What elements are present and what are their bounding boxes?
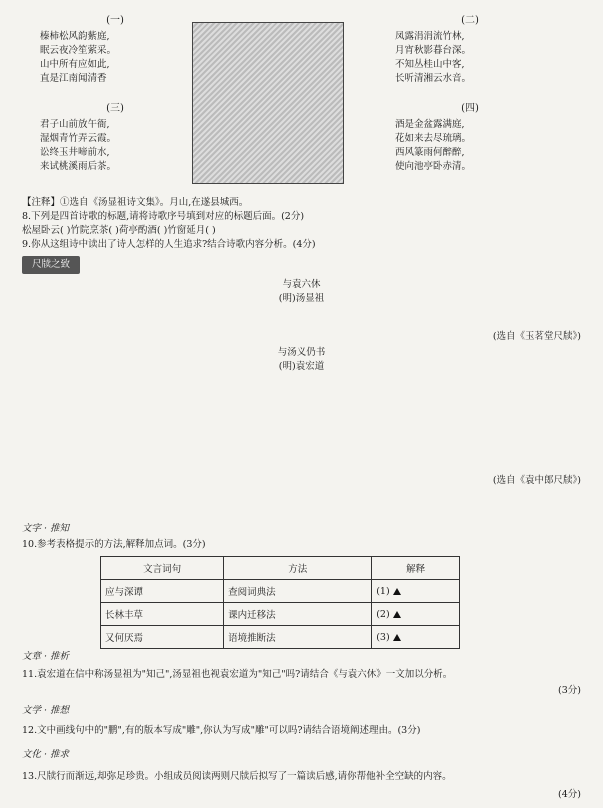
table-header-row [101,557,460,580]
landscape-illustration [192,22,344,184]
table-row [101,626,460,649]
triangle-icon [393,634,401,641]
table-header: 方法 [224,557,372,580]
question-11-points: (3分) [558,685,581,696]
subheading-3: 文学 · 推想 [22,705,70,716]
answer-table [100,556,460,649]
subheading-4: 文化 · 推求 [22,749,70,760]
subheading-1: 文字 · 推知 [22,523,70,534]
poem-line: 长听清湘云水音。 [395,73,472,84]
question-11: 11.袁宏道在信中称汤显祖为"知己",汤显祖也视袁宏道为"知己"吗?请结合《与袁六休》一文加以分析。 [22,669,453,680]
question-13-points: (4分) [558,789,581,800]
table-row [101,603,460,626]
triangle-icon [393,611,401,618]
poem-title: (二) [461,15,479,26]
poem-line: 眠云夜冷笙萦采。 [40,45,117,56]
poem-line: 君子山前放午衙, [40,119,110,130]
table-cell: 又何厌焉 [101,626,224,649]
poem-line: 山中所有应如此, [40,59,110,70]
triangle-icon [393,588,401,595]
table-header: 解释 [372,557,460,580]
table-row [101,580,460,603]
poem-line: 讼终玉井啼前水, [40,147,110,158]
poem-line: 月宵秋影暮台深。 [395,45,472,56]
poem-title: (一) [106,15,124,26]
poem-1 [40,14,190,86]
letter-2-title: 与汤义仍书 [277,347,326,358]
table-cell: 语境推断法 [224,626,372,649]
answer-label: (1) [376,585,390,597]
poem-title: (三) [106,103,124,114]
poem-line: 来试桃溪雨后茶。 [40,161,117,172]
question-12: 12.文中画线句中的"鹏",有的版本写成"雕",你认为写成"雕"可以吗?请结合语境阐述理由。(3分) [22,725,421,736]
question-8: 8.下列是四首诗歌的标题,请将诗歌序号填到对应的标题后面。(2分) [22,211,305,222]
letter-1-title: 与袁六休 [282,279,321,290]
poem-line: 酒是金盆露满庭, [395,119,465,130]
poem-4 [395,102,545,174]
question-8-options: 松屋卧云( )竹院烹茶( )荷亭酌酒( )竹窗延月( ) [22,225,216,236]
table-cell[interactable] [372,603,460,626]
poem-line: 使向池亭卧赤清。 [395,161,472,172]
answer-label: (3) [376,631,390,643]
poem-3 [40,102,190,174]
table-cell[interactable] [372,626,460,649]
section-header [22,256,581,274]
table-cell: 课内迁移法 [224,603,372,626]
table-cell: 应与深谭 [101,580,224,603]
answer-label: (2) [376,608,390,620]
note-1: 【注释】①选自《汤显祖诗文集》。月山,在遂县城西。 [22,197,249,208]
poem-line: 凤露涓涓流竹林, [395,31,465,42]
table-cell: 查阅词典法 [224,580,372,603]
table-cell[interactable] [372,580,460,603]
letter-1-source: (选自《玉茗堂尺牍》) [492,331,581,342]
poem-line: 榛柿松风韵紫庭, [40,31,110,42]
poem-2 [395,14,545,86]
poem-line: 花如来去尽琉璃。 [395,133,472,144]
section-label: 尺牍之致 [22,256,80,274]
poem-line: 不知丛桂山中客, [395,59,465,70]
poem-line: 直是江南闻清香 [40,73,107,84]
question-9: 9.你从这组诗中读出了诗人怎样的人生追求?结合诗歌内容分析。(4分) [22,239,316,250]
letter-1-author: (明)汤显祖 [278,293,325,304]
subheading-2: 文章 · 推析 [22,651,70,662]
poem-line: 西风篆雨何醉醉, [395,147,465,158]
letter-2-source: (选自《袁中郎尺牍》) [492,475,581,486]
table-header: 文言词句 [101,557,224,580]
question-10: 10.参考表格提示的方法,解释加点词。(3分) [22,539,206,550]
poem-line: 湿烟青竹弄云霞。 [40,133,117,144]
question-13: 13.尺牍行而渐远,却弥足珍贵。小组成员阅读两则尺牍后拟写了一篇读后感,请你帮他补全空缺的内容。 [22,771,452,782]
table-cell: 长林丰草 [101,603,224,626]
letter-2-author: (明)袁宏道 [278,361,325,372]
poem-title: (四) [461,103,479,114]
